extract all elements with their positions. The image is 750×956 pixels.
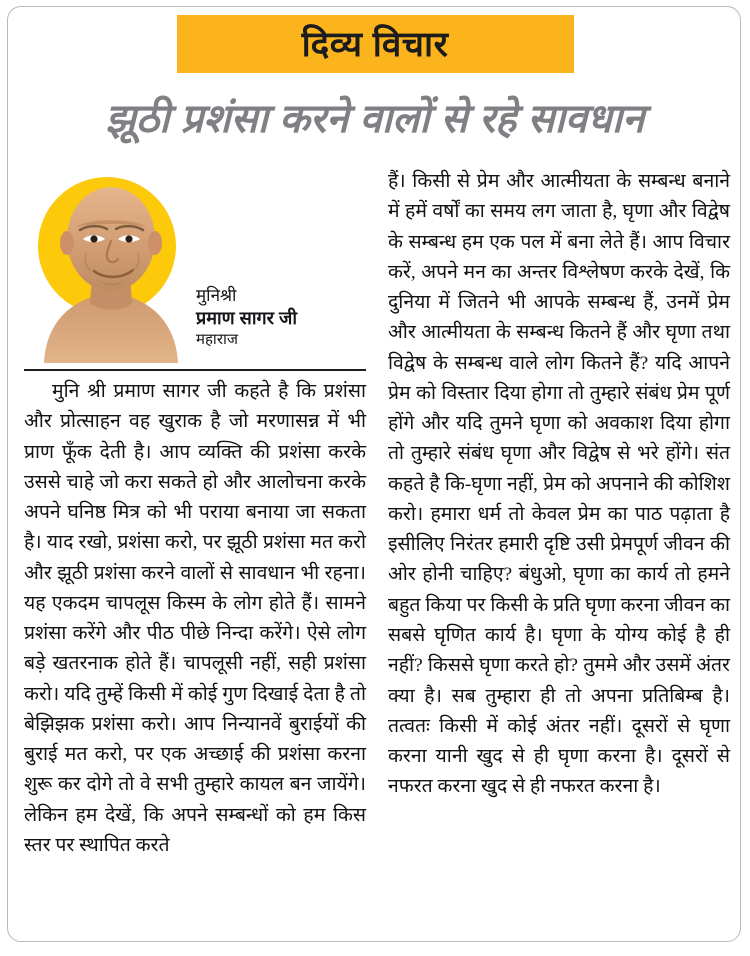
author-suffix: महाराज	[196, 331, 238, 349]
caption-divider	[24, 369, 366, 371]
author-name: प्रमाण सागर जी	[196, 308, 298, 329]
banner-container	[8, 15, 742, 73]
author-prefix: मुनिश्री	[196, 286, 237, 305]
author-caption	[196, 285, 364, 350]
banner-title: दिव्य विचार	[301, 24, 449, 64]
section-banner	[177, 15, 574, 73]
article-body-right: हैं। किसी से प्रेम और आत्मीयता के सम्बन्ध बनाने में हमें वर्षों का समय लग जाता है, घृणा और विद्वेष के सम्बन्ध हम एक पल में बना लेते हैं। आप विचार करें, अपने मन का अन्तर विश्लेषण करके देखें, कि दुनिया में जितने भी आपके सम्बन्ध हैं, उनमें प्रेम और आत्मीयता के सम्बन्ध कितने हैं और घृणा तथा विद्वेष के सम्बन्ध वाले लोग कितने हैं? यदि आपने प्रेम को विस्तार दिया होगा तो तुम्हारे संबंध प्रेम पूर्ण होंगे और यदि तुमने घृणा को अवकाश दिया होगा तो तुम्हारे संबंध घृणा और विद्वेष से भरे होंगे। संत कहते है कि-घृणा नहीं, प्रेम को अपनाने की कोशिश करो। हमारा धर्म तो केवल प्रेम का पाठ पढ़ाता है इसीलिए निरंतर हमारी दृष्टि उसी प्रेमपूर्ण जीवन की ओर होनी चाहिए? बंधुओ, घृणा का कार्य तो हमने बहुत किया पर किसी के प्रति घृणा करना जीवन का सबसे घृणित कार्य है। घृणा के योग्य कोई है ही नहीं? किससे घृणा करते हो? तुममे और उसमें अंतर क्या है। सब तुम्हारा ही तो अपना प्रतिबिम्ब है। तत्वतः किसी में कोई अंतर नहीं। दूसरों से घृणा करना यानी खुद से ही घृणा करना है। दूसरों से नफरत करना खुद से ही नफरत करना है।	[388, 171, 730, 798]
article-columns	[24, 167, 730, 927]
author-portrait	[26, 173, 196, 363]
left-column	[24, 167, 366, 927]
article-body-left: मुनि श्री प्रमाण सागर जी कहते है कि प्रशंसा और प्रोत्साहन वह खुराक है जो मरणासन्न में भी प्राण फूँक देती है। आप व्यक्ति की प्रशंसा करके उससे चाहे जो करा सकते हो और आलोचना करके अपने घनिष्ठ मित्र को भी पराया बनाया जा सकता है। याद रखो, प्रशंसा करो, पर झूठी प्रशंसा मत करो और झूठी प्रशंसा करने वालों से सावधान भी रहना। यह एकदम चापलूस किस्म के लोग होते हैं। सामने प्रशंसा करेंगे और पीठ पीछे निन्दा करेंगे। ऐसे लोग बड़े खतरनाक होते हैं। चापलूसी नहीं, सही प्रशंसा करो। यदि तुम्हें किसी में कोई गुण दिखाई देता है तो बेझिझक प्रशंसा करो। आप निन्यानवें बुराईयों की बुराई मत करो, पर एक अच्छाई की प्रशंसा करना शुरू कर दोगे तो वे सभी तुम्हारे कायल बन जायेंगे। लेकिन हम देखें, कि अपने सम्बन्धों को हम किस स्तर पर स्थापित करते	[24, 381, 366, 856]
article-card	[7, 6, 741, 942]
article-headline: झूठी प्रशंसा करने वालों से रहे सावधान	[105, 97, 645, 141]
right-column	[388, 167, 730, 927]
author-figure	[24, 167, 366, 367]
monk-portrait-illustration	[26, 173, 196, 363]
